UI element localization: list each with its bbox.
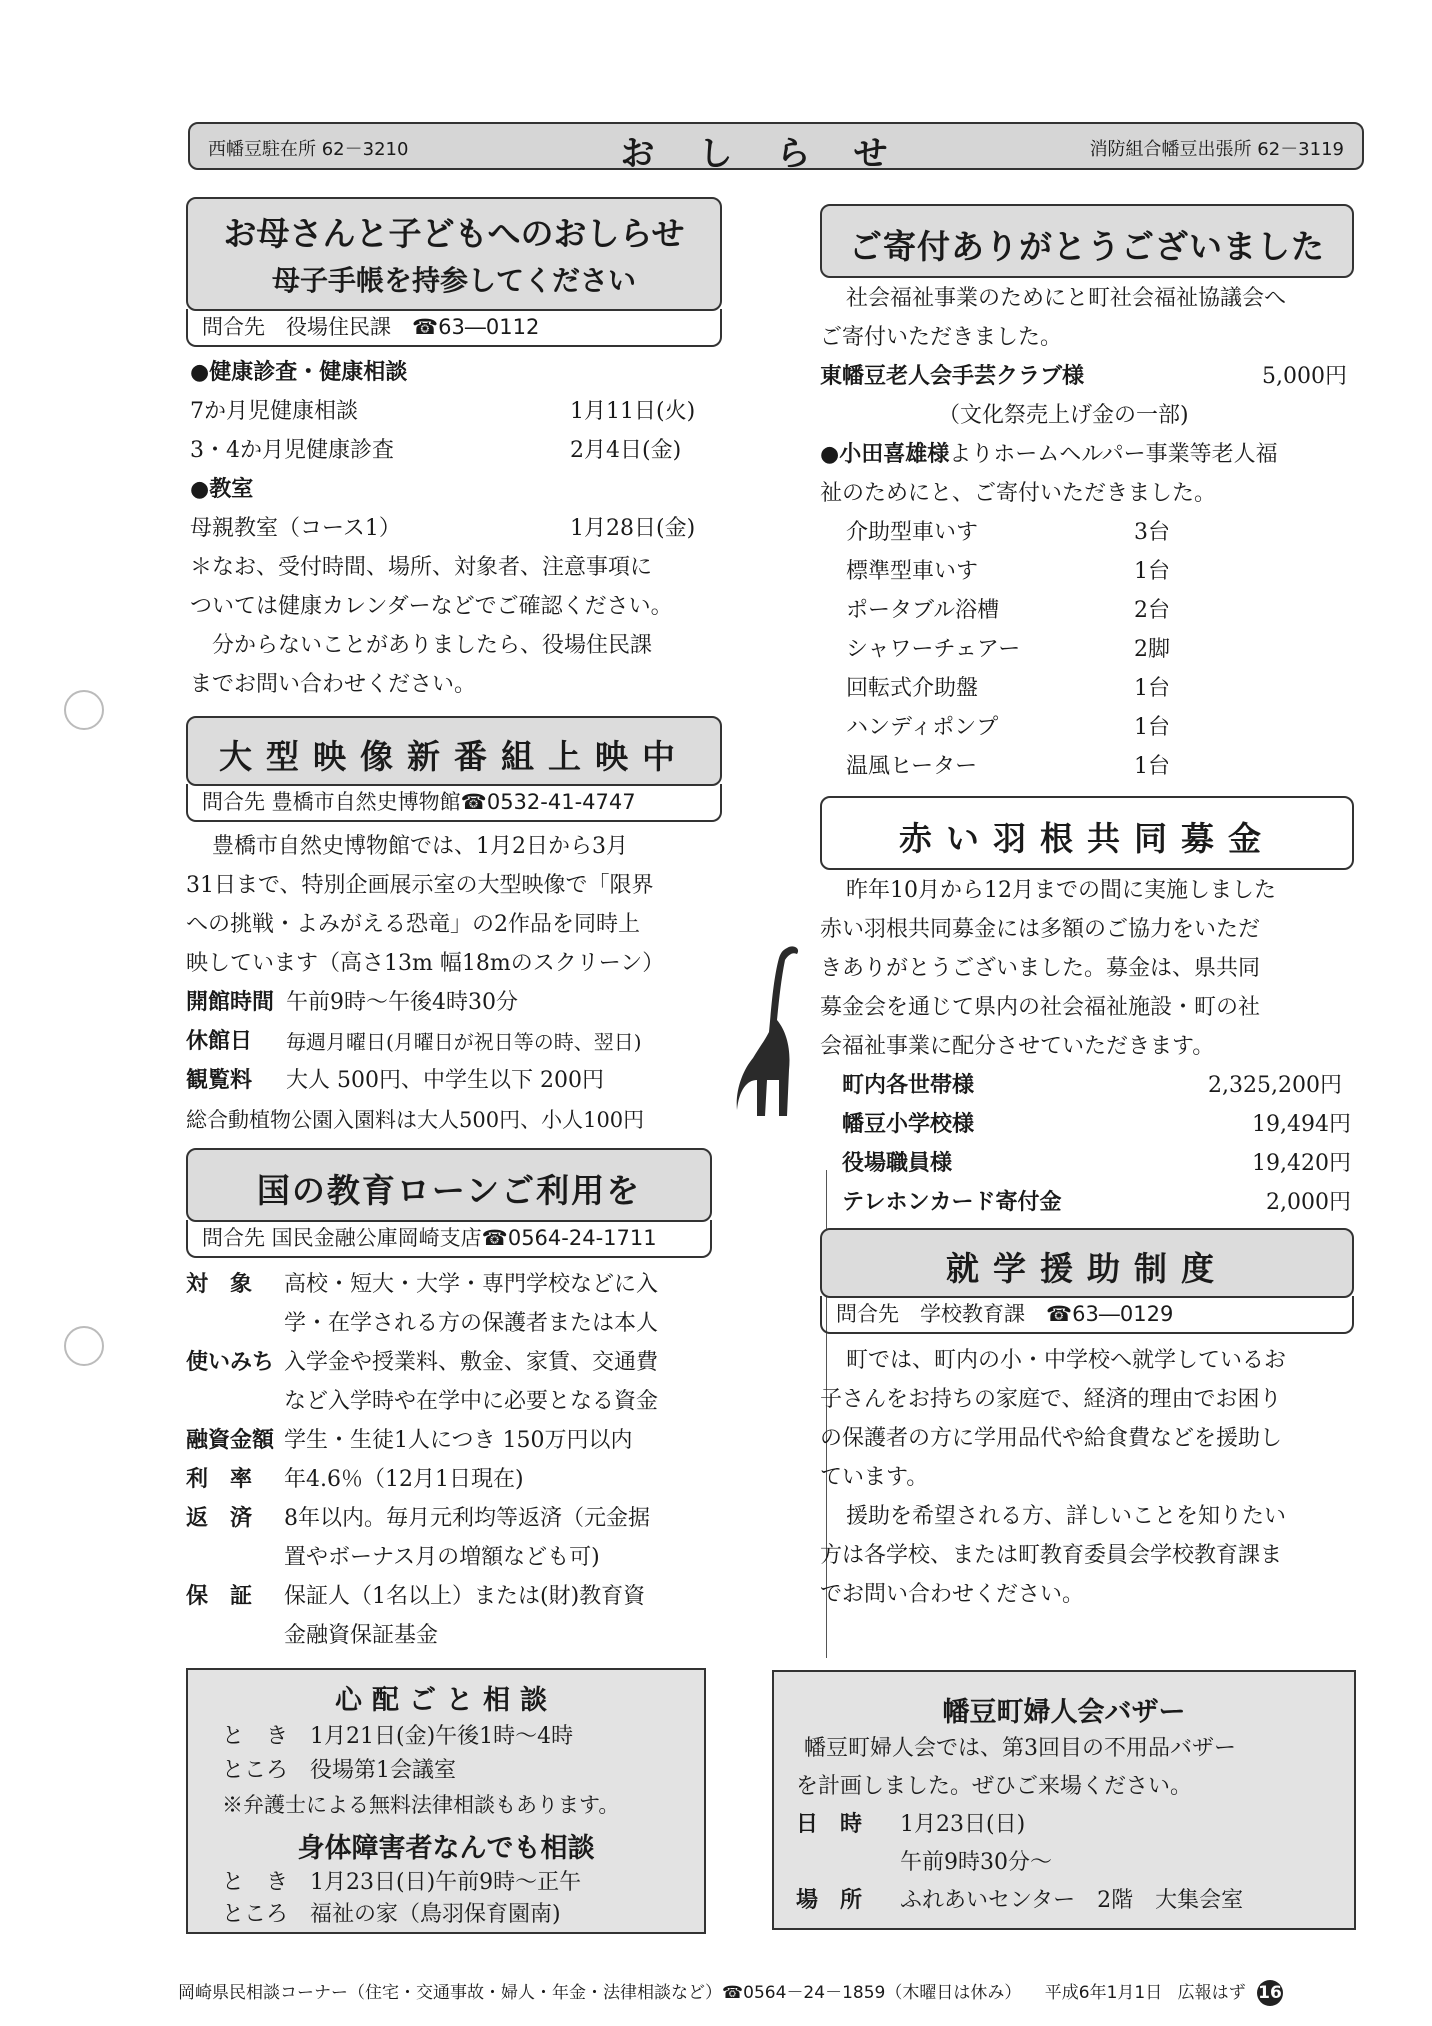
class-section-heading: ●教室 [190,477,254,502]
donation-intro-line: ご寄付いただきました。 [820,325,1063,350]
item-name: 回転式介助盤 [846,676,979,701]
health-section-heading: ●健康診査・健康相談 [190,360,408,385]
row-value: 大人 500円、中学生以下 200円 [286,1068,604,1093]
loan-label: 利 率 [186,1467,253,1492]
donation-title: ご寄付ありがとうございました [849,227,1325,266]
disability-line: と き 1月23日(日)午前9時～正午 [222,1870,582,1895]
list-item [846,670,1170,708]
red-feather-line: 会福祉事業に配分させていただきます。 [820,1034,1215,1059]
school-aid-line: の保護者の方に学用品代や給食費などを援助し [820,1426,1283,1451]
ask-line: 分からないことがありましたら、役場住民課 [212,633,653,658]
loan-contact: 問合先 国民金融公庫岡崎支店☎0564-24-1711 [186,1220,712,1258]
worry-line: と き 1月21日(金)午後1時～4時 [222,1724,574,1749]
item-name: 介助型車いす [846,520,979,545]
zoo-fee-note: 総合動植物公園入園料は大人500円、小人100円 [186,1108,645,1132]
row-label: 観覧料 [186,1068,253,1093]
video-body-line: 豊橋市自然史博物館では、1月2日から3月 [212,834,628,859]
donor-amount: 5,000円 [1262,364,1347,389]
donor-amount: 19,420円 [1252,1151,1351,1176]
event-date: 1月28日(金) [570,516,696,541]
item-qty: 1台 [1134,754,1170,779]
school-aid-line: 町では、町内の小・中学校へ就学しているお [846,1348,1287,1373]
school-aid-line: 方は各学校、または町教育委員会学校教育課ま [820,1543,1283,1568]
loan-value: 年4.6％（12月1日現在) [284,1467,524,1492]
item-name: ハンディポンプ [846,715,999,740]
event-name: 7か月児健康相談 [190,399,358,424]
item-qty: 1台 [1134,715,1170,740]
donor-amount: 2,325,200円 [1208,1073,1342,1098]
note-line: ＊なお、受付時間、場所、対象者、注意事項に [190,555,653,580]
donor-note: （文化祭売上げ金の一部) [938,403,1189,428]
donor-row [820,358,1084,396]
bazaar-place: ふれあいセンター 2階 大集会室 [900,1888,1244,1913]
row-label: 休館日 [186,1029,253,1054]
row-label: 開館時間 [186,990,275,1015]
donor2-line2: 祉のためにと、ご寄付いただきました。 [820,481,1217,506]
publication-name: 広報はず [1177,1983,1246,2003]
fire-station-phone: 消防組合幡豆出張所 62－3119 [1089,139,1344,160]
list-item [190,393,696,431]
donor2-text: よりホームヘルパー事業等老人福 [949,442,1278,467]
bazaar-date: 1月23日(日) [900,1812,1026,1837]
donation-intro-line: 社会福祉事業のためにと町社会福祉協議会へ [846,286,1287,311]
donation-title-box [820,204,1354,278]
row-value: 午前9時～午後4時30分 [286,990,518,1015]
donor-name: 町内各世帯様 [842,1073,975,1098]
red-feather-line: 昨年10月から12月までの間に実施しました [846,878,1276,903]
bazaar-title: 幡豆町婦人会バザー [942,1697,1186,1728]
loan-title-box [186,1148,712,1222]
donor-name: 役場職員様 [842,1151,953,1176]
video-body-line: への挑戦・よみがえる恐竜」の2作品を同時上 [186,912,640,937]
loan-value: 学・在学される方の保護者または本人 [284,1311,659,1336]
loan-label: 保 証 [186,1584,253,1609]
loan-value: 高校・短大・大学・専門学校などに入 [284,1272,659,1297]
school-aid-title: 就学援助制度 [946,1249,1228,1288]
note-line: ついては健康カレンダーなどでご確認ください。 [190,594,673,619]
punch-hole-bottom [64,1326,104,1366]
table-row [186,1023,642,1061]
list-item [846,709,1170,747]
item-qty: 1台 [1134,676,1170,701]
ask-line: までお問い合わせください。 [190,672,477,697]
video-body-line: 31日まで、特別企画展示室の大型映像で「限界 [186,873,654,898]
video-body-line: 映しています（高さ13m 幅18mのスクリーン） [186,951,665,976]
event-date: 1月11日(火) [570,399,696,424]
list-item [190,432,682,470]
donor2-name: ●小田喜雄様 [820,442,950,467]
loan-label: 対 象 [186,1272,253,1297]
notice-header-bar [188,122,1364,174]
school-aid-contact: 問合先 学校教育課 ☎63―0129 [820,1296,1354,1334]
issue-date: 平成6年1月1日 [1044,1983,1163,2003]
item-name: 標準型車いす [846,559,979,584]
event-name: 3・4か月児健康診査 [190,438,394,463]
bazaar-time: 午前9時30分～ [900,1850,1052,1875]
page-title: おしらせ [620,134,932,174]
dinosaur-illustration [735,940,801,1120]
item-name: ポータブル浴槽 [846,598,1000,623]
row-value: 毎週月曜日(月曜日が祝日等の時、翌日) [286,1030,642,1054]
loan-value: 入学金や授業料、敷金、家賃、交通費 [284,1350,659,1375]
table-row [186,1062,604,1100]
list-item [846,748,1170,786]
red-feather-line: きありがとうございました。募金は、県共同 [820,956,1261,981]
mother-child-contact: 問合先 役場住民課 ☎63―0112 [186,309,722,347]
list-item [846,514,1170,552]
donor-name: テレホンカード寄付金 [842,1190,1062,1215]
school-aid-line: でお問い合わせください。 [820,1582,1085,1607]
red-feather-title-box [820,796,1354,870]
disability-line: ところ 福祉の家（鳥羽保育園南) [222,1902,561,1927]
list-item [846,592,1170,630]
school-aid-line: 援助を希望される方、詳しいことを知りたい [846,1504,1287,1529]
bazaar-box [772,1670,1356,1930]
donor-amount: 19,494円 [1252,1112,1351,1137]
video-contact: 問合先 豊橋市自然史博物館☎0532-41-4747 [186,784,722,822]
police-box-phone: 西幡豆駐在所 62－3210 [208,139,409,160]
loan-label: 融資金額 [186,1428,275,1453]
item-qty: 3台 [1134,520,1170,545]
school-aid-title-box [820,1228,1354,1298]
disability-title: 身体障害者なんでも相談 [297,1833,595,1864]
item-qty: 1台 [1134,559,1170,584]
bazaar-line: 幡豆町婦人会では、第3回目の不用品バザー [804,1736,1236,1761]
item-name: シャワーチェアー [846,637,1021,662]
list-item [846,631,1170,669]
donor2-line [820,436,1278,474]
loan-value: 置やボーナス月の増額なども可) [284,1545,600,1570]
school-aid-line: 子さんをお持ちの家庭で、経済的理由でお困り [820,1387,1282,1412]
worry-line: ※弁護士による無料法律相談もあります。 [222,1793,620,1817]
loan-label: 使いみち [186,1350,275,1375]
item-name: 温風ヒーター [846,754,978,779]
loan-value: 保証人（1名以上）または(財)教育資 [284,1584,646,1609]
footer-consult-text: 岡崎県民相談コーナー（住宅・交通事故・婦人・年金・法律相談など）☎0564－24－1859（木曜日は休み） [178,1983,1022,2003]
loan-value: 8年以内。毎月元利均等返済（元金据 [284,1506,650,1531]
punch-hole-top [64,690,104,730]
red-feather-title: 赤い羽根共同募金 [899,819,1275,858]
donor-name: 幡豆小学校様 [842,1112,975,1137]
worry-title: 心配ごと相談 [335,1685,557,1716]
donor-name: 東幡豆老人会手芸クラブ様 [820,364,1085,389]
loan-value: 金融資保証基金 [284,1623,439,1648]
mother-child-title-box [186,197,722,311]
video-title-box [186,716,722,786]
red-feather-line: 募金会を通じて県内の社会福祉施設・町の社 [820,995,1261,1020]
video-title: 大型映像新番組上映中 [219,737,689,776]
footer [178,1978,1283,2006]
worry-line: ところ 役場第1会議室 [222,1758,456,1783]
donor-amount: 2,000円 [1266,1190,1351,1215]
worry-consultation-box [186,1668,706,1934]
item-qty: 2脚 [1134,637,1170,662]
mother-child-subtitle: 母子手帳を持参してください [271,264,636,297]
mother-child-title: お母さんと子どもへのおしらせ [223,214,685,253]
red-feather-line: 赤い羽根共同募金には多額のご協力をいただ [820,917,1261,942]
table-row [186,984,518,1022]
list-item [846,553,1170,591]
loan-label: 返 済 [186,1506,253,1531]
bazaar-place-label: 場 所 [796,1888,863,1913]
event-name: 母親教室（コース1） [190,516,401,541]
loan-value: 学生・生徒1人につき 150万円以内 [284,1428,633,1453]
item-qty: 2台 [1134,598,1170,623]
loan-value: など入学時や在学中に必要となる資金 [284,1389,659,1414]
school-aid-line: ています。 [820,1465,929,1490]
bazaar-line: を計画しました。ぜひご来場ください。 [796,1774,1193,1799]
event-date: 2月4日(金) [570,438,682,463]
bazaar-date-label: 日 時 [796,1812,863,1837]
loan-title: 国の教育ローンご利用を [256,1171,642,1210]
page-number: 16 [1257,1980,1283,2006]
list-item [190,510,696,548]
